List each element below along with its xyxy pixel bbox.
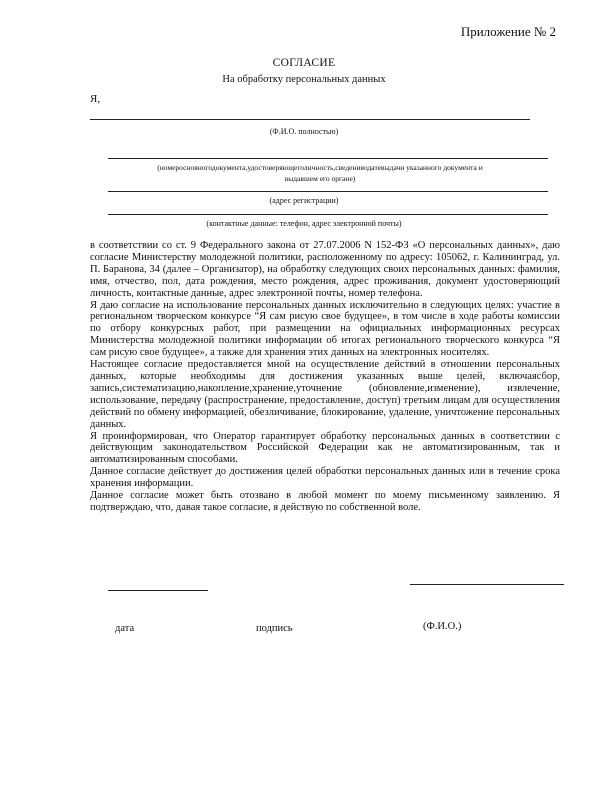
contacts-line[interactable] [108, 214, 548, 215]
address-line[interactable] [108, 191, 548, 192]
paragraph-informed: Я проинформирован, что Оператор гарантирует обработку персональных данных в соответствии с действующим законодательством Российской Федерации как не автоматизированным, так и автоматизированным способами. [90, 430, 560, 466]
appendix-number: Приложение № 2 [460, 24, 556, 39]
fio-caption: (Ф.И.О. полностью) [269, 127, 339, 136]
fio-signature-line[interactable] [410, 584, 564, 585]
signature-label: подпись [256, 623, 293, 634]
document-caption: (номеросновногодокумента,удостоверяющеголичность,сведенияодатевыдачи указанного документа и выдавшем его органе) [157, 163, 483, 183]
fio-line[interactable] [90, 119, 530, 120]
document-title: СОГЛАСИЕ [272, 57, 336, 69]
paragraph-validity: Данное согласие действует до достижения целей обработки персональных данных или в течение срока хранения информации. [90, 466, 560, 490]
address-caption: (адрес регистрации) [269, 196, 339, 205]
paragraph-purposes: Я даю согласие на использование персональных данных исключительно в следующих целях: участие в региональном творческом конкурсе “Я сам рисую свое будущее», в том числе в ходе работы комиссии по отбору конкурсных работ, при размещении на официальных информационных ресурсах Министерства молодежной политики информации об итогах регионального творческого конкурса “Я сам рисую свое будущее», а также для хранения этих данных на электронных носителях. [90, 299, 560, 359]
document-subtitle: На обработку персональных данных [222, 74, 386, 85]
paragraph-revocation: Данное согласие может быть отозвано в любой момент по моему письменному заявлению. Я подтверждаю, что, давая такое согласие, я действую по собственной воле. [90, 490, 560, 513]
contacts-caption: (контактные данные: телефон, адрес электронной почты) [206, 219, 402, 228]
document-line[interactable] [108, 158, 548, 159]
date-label: дата [115, 623, 135, 634]
paragraph-legal-basis: в соответствии со ст. 9 Федерального закона от 27.07.2006 N 152-ФЗ «О персональных данных», даю согласие Министерству молодежной политики, расположенному по адресу: 105062, г. Калининград, ул. П. Баранова, 34 (далее – Организатор), на обработку следующих своих персональных данных: фамилия, имя, отчество, пол, дата рождения, место рождения, адрес проживания, документ удостоверяющий личность, контактные данные, адрес электронной почты, номер телефона. [90, 240, 560, 299]
date-line[interactable] [108, 590, 208, 591]
ya-label: Я, [90, 93, 101, 105]
consent-body [90, 240, 560, 514]
paragraph-actions: Настоящее согласие предоставляется мной на осуществление действий в отношении персональных данных, которые необходимы для достижения указанных выше целей, включаясбор, запись,систематизацию,накопление,хранение,уточнение (обновление,изменение), извлечение, использование, передачу (распространение, предоставление, доступ) третьим лицам для осуществления действий по обмену информацией, обезличивание, блокирование, удаление, уничтожение персональных данных. [90, 359, 560, 430]
fio-label: (Ф.И.О.) [423, 621, 462, 632]
